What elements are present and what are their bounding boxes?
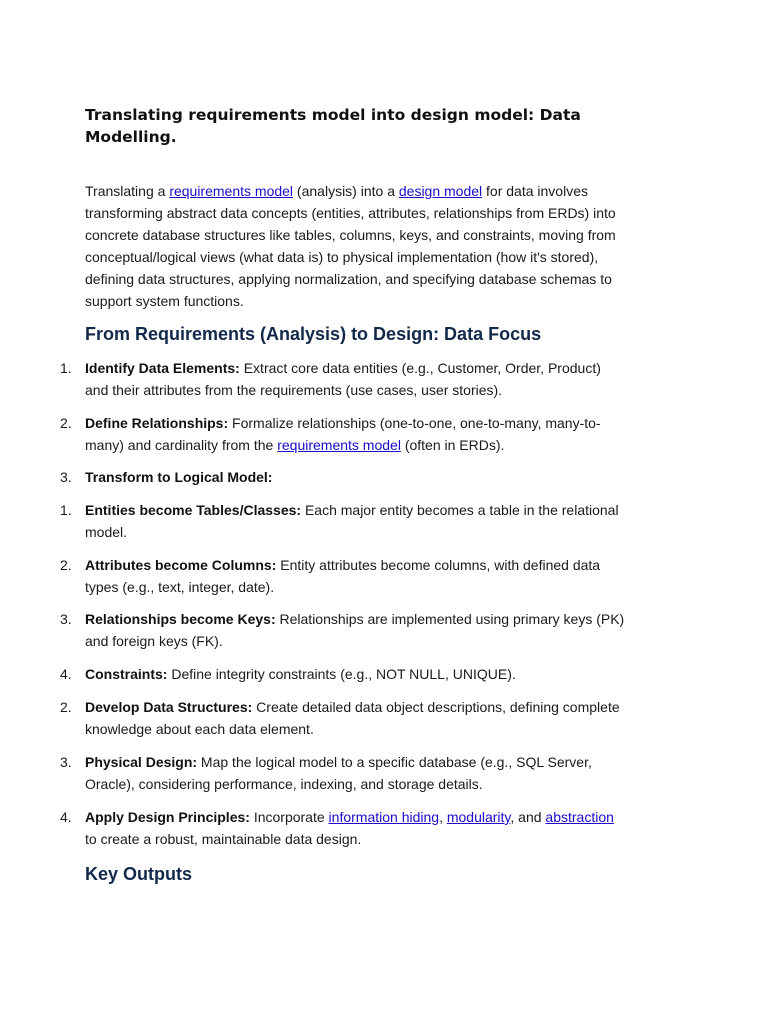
list-item <box>60 751 625 795</box>
list-item <box>60 663 625 685</box>
list-item <box>60 412 625 456</box>
list-number: 4. <box>60 666 72 682</box>
list-number: 3. <box>60 754 72 770</box>
intro-text: for data involves transforming abstract data concepts (entities, attributes, relationships from ERDs) into concrete database structures like tables, columns, keys, and constraints, moving from conceptual/logical views (what data is) to physical implementation (how it's stored), defining data structures, applying normalization, and specifying database schemas to support system functions. <box>85 183 616 309</box>
list-item <box>60 499 625 543</box>
list-item <box>60 466 625 488</box>
list-number: 1. <box>60 502 72 518</box>
item-label: Define Relationships: <box>85 415 229 431</box>
intro-text: Translating a <box>85 183 170 199</box>
item-text: Map the logical model to a specific database (e.g., SQL Server, Oracle), considering performance, indexing, and storage details. <box>85 754 592 792</box>
item-text: Entity attributes become columns, with defined data types (e.g., text, integer, date). <box>85 557 601 595</box>
modularity-link[interactable]: modularity <box>446 809 511 825</box>
item-text: (often in ERDs). <box>400 437 505 453</box>
item-label: Physical Design: <box>85 754 198 770</box>
list-number: 1. <box>60 360 72 376</box>
intro-paragraph <box>85 180 625 312</box>
item-label: Relationships become Keys: <box>85 611 276 627</box>
list-number: 4. <box>60 809 72 825</box>
section-heading-key-outputs: Key Outputs <box>85 864 193 884</box>
item-label: Develop Data Structures: <box>85 699 253 715</box>
list-item <box>60 696 625 740</box>
item-label: Apply Design Principles: <box>85 809 250 825</box>
list-number: 3. <box>60 611 72 627</box>
item-text: Incorporate <box>249 809 329 825</box>
item-label: Identify Data Elements: <box>85 360 240 376</box>
item-text: to create a robust, maintainable data design. <box>85 831 362 847</box>
item-label: Transform to Logical Model: <box>85 469 273 485</box>
design-model-link[interactable]: design model <box>398 183 483 199</box>
item-label: Entities become Tables/Classes: <box>85 502 302 518</box>
item-label: Attributes become Columns: <box>85 557 277 573</box>
item-label: Constraints: <box>85 666 168 682</box>
requirements-model-link[interactable]: requirements model <box>277 437 401 453</box>
item-text: , <box>439 809 447 825</box>
item-text: Create detailed data object descriptions, defining complete knowledge about each data element. <box>85 699 620 737</box>
list-number: 3. <box>60 469 72 485</box>
section-heading-data-focus: From Requirements (Analysis) to Design: Data Focus <box>85 324 542 344</box>
item-text: Formalize relationships (one-to-one, one-to-many, many-to-many) and cardinality from the <box>85 415 601 453</box>
item-text: Each major entity becomes a table in the relational model. <box>85 502 619 540</box>
requirements-model-link[interactable]: requirements model <box>169 183 294 199</box>
list-number: 2. <box>60 699 72 715</box>
list-item <box>60 608 625 652</box>
abstraction-link[interactable]: abstraction <box>545 809 614 825</box>
list-number: 2. <box>60 557 72 573</box>
list-item <box>60 554 625 598</box>
item-text: Relationships are implemented using primary keys (PK) and foreign keys (FK). <box>85 611 625 649</box>
item-text: Extract core data entities (e.g., Customer, Order, Product) and their attributes from the requirements (use cases, user stories). <box>85 360 601 398</box>
item-text: , and <box>510 809 546 825</box>
list-item <box>60 806 625 850</box>
information-hiding-link[interactable]: information hiding <box>328 809 440 825</box>
list-number: 2. <box>60 415 72 431</box>
item-text: Define integrity constraints (e.g., NOT NULL, UNIQUE). <box>167 666 516 682</box>
page-title: Translating requirements model into design model: Data Modelling. <box>85 106 581 146</box>
list-item <box>60 357 625 401</box>
intro-text: (analysis) into a <box>293 183 399 199</box>
